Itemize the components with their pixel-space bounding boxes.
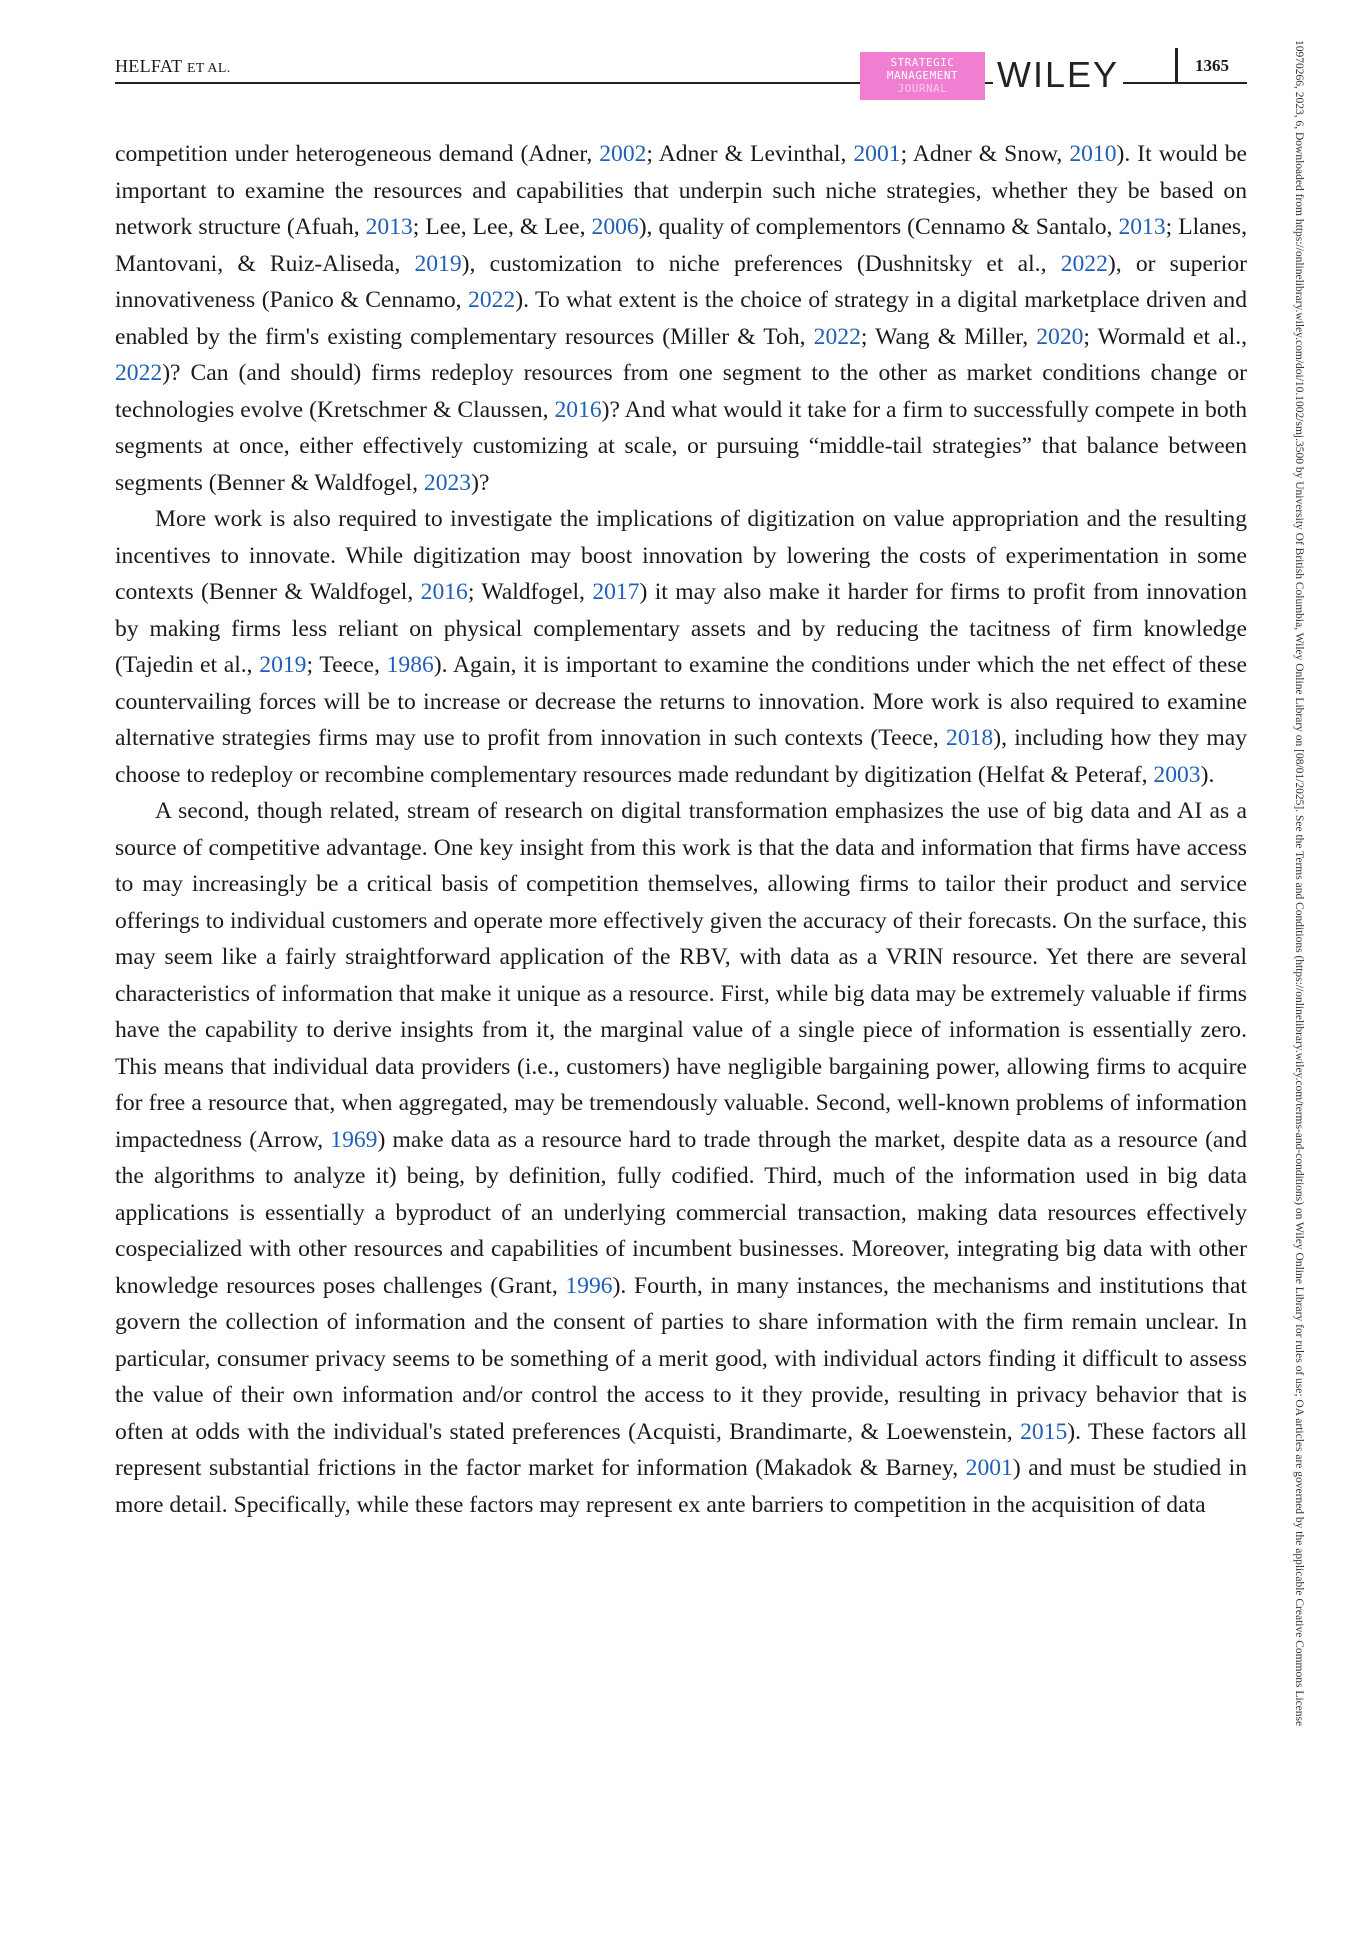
citation-link[interactable]: 2002 (599, 141, 647, 167)
paragraph-text: ; Wang & Miller, (860, 323, 1037, 350)
paragraph-text: ; Adner & Levinthal, (646, 141, 854, 167)
paragraph-text: ), or superior innovativeness (Panico & Cennamo, (115, 250, 1247, 313)
journal-logo (860, 52, 985, 100)
citation-link[interactable]: 2001 (965, 1455, 1013, 1481)
paragraph-text: ). These factors all represent substantial frictions in the factor market for information (Makadok & Barney, (115, 1418, 1247, 1481)
citation-link[interactable]: 2010 (1069, 141, 1117, 167)
download-notice: 10970266, 2023, 6, Downloaded from https://onlinelibrary.wiley.com/doi/10.1002/smj.3500 by University Of British Columbia, Wiley Online Library on [08/01/2025]. See the Terms and Conditions (https://onlinelibrary.wiley.com/terms-and-conditions) on Wiley Online Library for rules of use; OA articles are governed by the applicable Creative Commons License (1293, 40, 1305, 1727)
paragraph-text: )? And what would it take for a firm to successfully compete in both segments at once, either effectively customizing at scale, or pursuing “middle-tail strategies” that balance between segments (Benner & Waldfogel, (115, 396, 1247, 496)
journal-logo-line-3: JOURNAL (897, 82, 948, 95)
paragraph-text: )? (471, 469, 490, 496)
citation-link[interactable]: 2016 (554, 396, 602, 423)
header-divider (1175, 48, 1178, 84)
paragraph-text: ), including how they may choose to redeploy or recombine complementary resources made redundant by digitization (Helfat & Peteraf, (115, 725, 1247, 788)
publisher-logo: WILEY (993, 54, 1123, 96)
paragraph-text: ). To what extent is the choice of strategy in a digital marketplace driven and enabled by the firm's existing complementary resources (Miller & Toh, (115, 287, 1247, 350)
citation-link[interactable]: 2023 (423, 469, 472, 496)
paragraph-text: ; Teece, (306, 652, 387, 678)
paragraph-text: ). Fourth, in many instances, the mechanisms and institutions that govern the collection of information and the consent of parties to share information with the firm remain unclear. In particular, consumer privacy seems to be something of a merit good, with individual actors finding it difficult to assess the value of their own information and/or control the access to it they provide, resulting in privacy behavior that is often at odds with the individual's stated preferences (Acquisti, Brandimarte, & Loewenstein, (115, 1272, 1247, 1445)
citation-link[interactable]: 2006 (591, 214, 639, 240)
page-number: 1365 (1195, 56, 1229, 75)
paragraph (115, 793, 1247, 1523)
paragraph-text: ), quality of complementors (Cennamo & Santalo, (638, 214, 1119, 240)
paragraph-text: ). Again, it is important to examine the conditions under which the net effect of these countervailing forces will be to increase or decrease the returns to innovation. More work is also required to examine alternative strategies firms may use to profit from innovation in such contexts (Teece, (115, 652, 1247, 751)
paragraph (115, 501, 1247, 793)
citation-link[interactable]: 2018 (946, 725, 994, 751)
paragraph-text: ). (1200, 761, 1215, 788)
citation-link[interactable]: 2022 (468, 287, 516, 313)
paragraph-text: A second, though related, stream of research on digital transformation emphasizes the use of big data and AI as a source of competitive advantage. One key insight from this work is that the data and information that firms have access to may increasingly be a critical basis of competition themselves, allowing firms to tailor their product and service offerings to individual customers and operate more effectively given the accuracy of their forecasts. On the surface, this may seem like a fairly straightforward application of the RBV, with data as a VRIN resource. Yet there are several characteristics of information that make it unique as a resource. First, while big data may be extremely valuable if firms have the capability to derive insights from it, the marginal value of a single piece of information is essentially zero. This means that individual data providers (i.e., customers) have negligible bargaining power, allowing firms to acquire for free a resource that, when aggregated, may be tremendously valuable. Second, well-known problems of information impactedness (Arrow, (115, 798, 1247, 1153)
citation-link[interactable]: 2013 (1118, 214, 1166, 240)
citation-link[interactable]: 2015 (1020, 1418, 1068, 1445)
paragraph-text: ). It would be important to examine the resources and capabilities that underpin such niche strategies, whether they be based on network structure (Afuah, (115, 141, 1247, 240)
citation-link[interactable]: 2016 (420, 579, 468, 605)
paragraph (115, 136, 1247, 501)
paragraph-text: ) and must be studied in more detail. Specifically, while these factors may represent ex ante barriers to competition in the acquisition of data (115, 1455, 1248, 1518)
paragraph-text: ), customization to niche preferences (Dushnitsky et al., (461, 250, 1061, 277)
running-head (115, 56, 231, 77)
citation-link[interactable]: 2013 (365, 214, 413, 240)
citation-link[interactable]: 2003 (1153, 761, 1201, 788)
citation-link[interactable]: 2022 (115, 360, 163, 386)
running-head-etal: ET AL. (186, 61, 231, 76)
paragraph-text: )? Can (and should) firms redeploy resources from one segment to the other as market conditions change or technologies evolve (Kretschmer & Claussen, (115, 360, 1247, 423)
citation-link[interactable]: 2022 (1060, 250, 1108, 277)
paragraph-text: ; Llanes, Mantovani, & Ruiz-Aliseda, (115, 214, 1247, 277)
paragraph-text: ) make data as a resource hard to trade through the market, despite data as a resource (and the algorithms to analyze it) being, by definition, fully codified. Third, much of the information used in big data applications is essentially a byproduct of an underlying commercial transaction, making data resources effectively cospecialized with other resources and capabilities of incumbent businesses. Moreover, integrating big data with other knowledge resources poses challenges (Grant, (115, 1126, 1247, 1299)
citation-link[interactable]: 1986 (386, 652, 434, 678)
citation-link[interactable]: 2020 (1036, 323, 1084, 350)
citation-link[interactable]: 1969 (330, 1126, 378, 1153)
citation-link[interactable]: 2001 (853, 141, 901, 167)
citation-link[interactable]: 1996 (565, 1272, 613, 1299)
paragraph-text: competition under heterogeneous demand (Adner, (115, 141, 600, 167)
citation-link[interactable]: 2017 (592, 579, 640, 605)
paragraph-text: ; Adner & Snow, (900, 141, 1070, 167)
citation-link[interactable]: 2019 (259, 652, 307, 678)
article-body (115, 136, 1247, 1523)
paragraph-text: ; Wormald et al., (1083, 323, 1247, 350)
journal-logo-line-2: MANAGEMENT (886, 69, 959, 82)
paragraph-text: ; Lee, Lee, & Lee, (412, 214, 592, 240)
running-head-authors: HELFAT (115, 56, 187, 76)
citation-link[interactable]: 2022 (813, 323, 861, 350)
page-header (115, 48, 1247, 96)
paragraph-text: ) it may also make it harder for firms to profit from innovation by making firms less reliant on physical complementary assets and by reducing the tacitness of firm knowledge (Tajedin et al., (115, 579, 1248, 678)
paragraph-text: ; Waldfogel, (467, 579, 593, 605)
journal-logo-line-1: STRATEGIC (890, 56, 955, 69)
paragraph-text: More work is also required to investigate the implications of digitization on value appropriation and the resulting incentives to innovate. While digitization may boost innovation by lowering the costs of experimentation in some contexts (Benner & Waldfogel, (115, 506, 1247, 605)
citation-link[interactable]: 2019 (414, 250, 462, 277)
